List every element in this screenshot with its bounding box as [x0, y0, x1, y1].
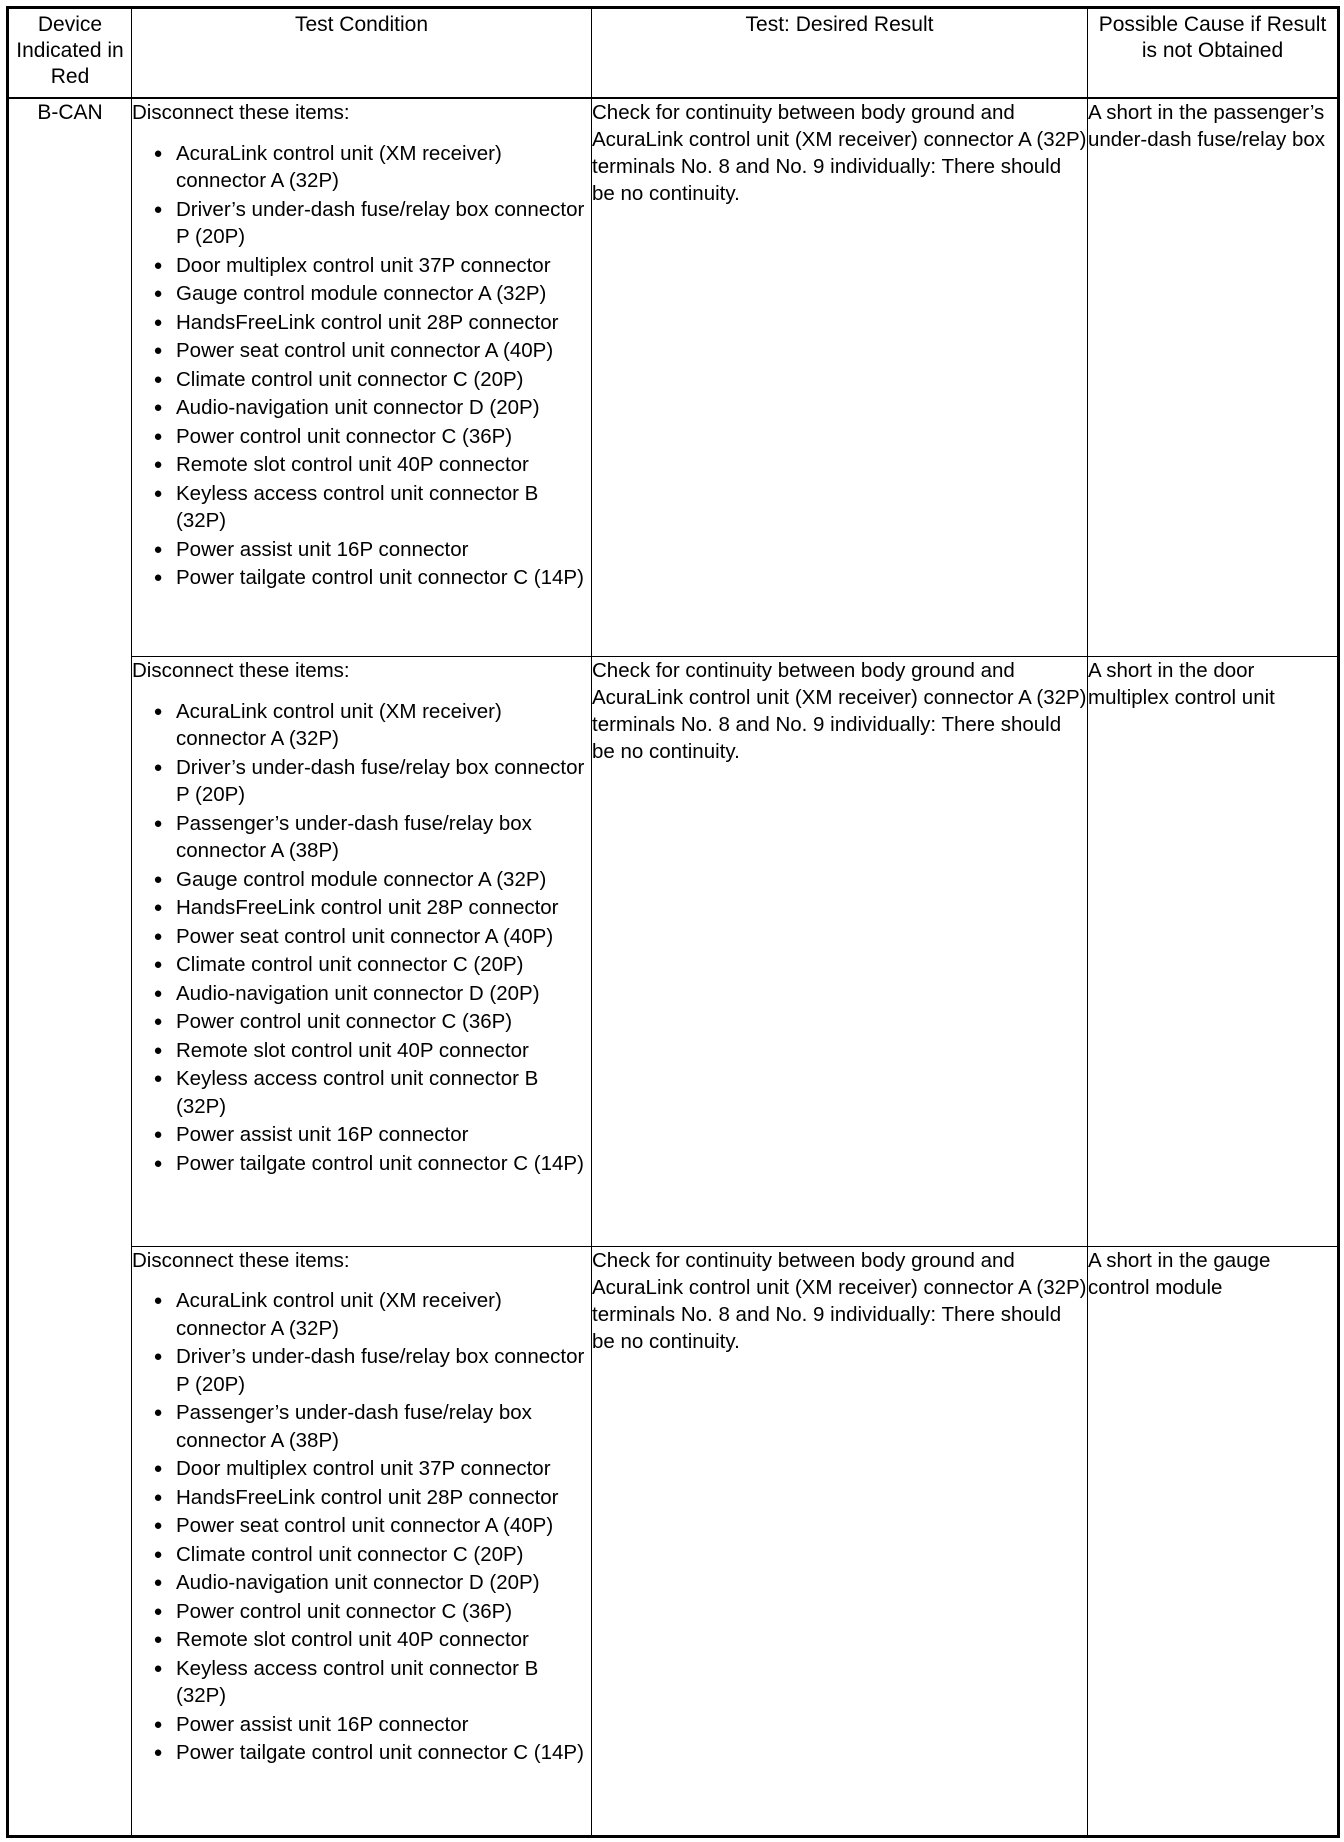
list-item	[147, 196, 591, 251]
list-item	[147, 394, 591, 422]
list-item	[147, 366, 591, 394]
bullet-icon: ●	[153, 1602, 163, 1620]
bullet-icon: ●	[153, 702, 163, 720]
disconnect-items-list	[132, 1287, 591, 1767]
condition-intro: Disconnect these items:	[132, 1248, 350, 1272]
list-item	[147, 280, 591, 308]
bullet-icon: ●	[153, 1659, 163, 1677]
list-item	[147, 1399, 591, 1454]
list-item	[147, 866, 591, 894]
list-item	[147, 451, 591, 479]
test-condition-cell	[132, 657, 592, 1246]
bullet-icon: ●	[153, 456, 163, 473]
table-row	[8, 98, 1339, 657]
list-item	[147, 1150, 591, 1178]
list-item-text: Remote slot control unit 40P connector	[176, 1038, 529, 1062]
disconnect-items-list	[132, 140, 591, 592]
list-item-text: Passenger’s under-dash fuse/relay box connector A (38P)	[176, 811, 532, 863]
bullet-icon: ●	[153, 1154, 163, 1172]
test-condition-cell	[132, 98, 592, 657]
condition-intro: Disconnect these items:	[132, 101, 350, 124]
list-item-text: Passenger’s under-dash fuse/relay box connector A (38P)	[176, 1401, 532, 1452]
list-item	[147, 252, 591, 280]
possible-cause-cell: A short in the door multiplex control unit	[1088, 657, 1339, 1246]
bullet-icon: ●	[153, 758, 163, 776]
list-item-text: Driver’s under-dash fuse/relay box connector P (20P)	[176, 197, 585, 248]
list-item	[147, 1569, 591, 1597]
bullet-icon: ●	[153, 899, 163, 917]
list-item	[147, 480, 591, 535]
table-row	[8, 1246, 1339, 1836]
possible-cause-cell: A short in the gauge control module	[1088, 1246, 1339, 1836]
bullet-icon: ●	[153, 1715, 163, 1733]
list-item-text: Door multiplex control unit 37P connector	[176, 1457, 551, 1481]
list-item-text: Power assist unit 16P connector	[176, 537, 469, 561]
condition-intro: Disconnect these items:	[132, 659, 350, 683]
list-item-text: Power seat control unit connector A (40P)	[176, 924, 554, 948]
list-item	[147, 894, 591, 922]
header-desired-result: Test: Desired Result	[592, 8, 1088, 99]
list-item	[147, 1037, 591, 1065]
list-item	[147, 1455, 591, 1483]
list-item	[147, 810, 591, 865]
bullet-icon: ●	[153, 1292, 163, 1310]
list-item-text: Audio-navigation unit connector D (20P)	[176, 396, 540, 419]
list-item-text: Driver’s under-dash fuse/relay box connector P (20P)	[176, 755, 585, 807]
list-item	[147, 698, 591, 753]
header-test-condition: Test Condition	[132, 8, 592, 99]
list-item-text: Power control unit connector C (36P)	[176, 1010, 513, 1034]
test-condition-cell	[132, 1246, 592, 1836]
bullet-icon: ●	[153, 313, 163, 331]
table-row	[8, 657, 1339, 1246]
list-item-text: Climate control unit connector C (20P)	[176, 953, 524, 977]
disconnect-items-list	[132, 698, 591, 1178]
list-item	[147, 980, 591, 1008]
list-item-text: Keyless access control unit connector B (32P)	[176, 1067, 539, 1118]
bullet-icon: ●	[153, 569, 163, 586]
list-item	[147, 951, 591, 979]
list-item	[147, 1287, 591, 1342]
list-item-text: Audio-navigation unit connector D (20P)	[176, 981, 540, 1005]
list-item	[147, 564, 591, 592]
bullet-icon: ●	[153, 1348, 163, 1366]
list-item-text: Keyless access control unit connector B (32P)	[176, 481, 539, 532]
bullet-icon: ●	[153, 285, 163, 302]
bullet-icon: ●	[153, 1517, 163, 1535]
bullet-icon: ●	[153, 1070, 163, 1088]
list-item-text: Power tailgate control unit connector C (14P)	[176, 1741, 584, 1765]
list-item-text: Power tailgate control unit connector C (14P)	[176, 566, 584, 589]
header-possible-cause: Possible Cause if Result is not Obtained	[1088, 8, 1339, 99]
desired-result-cell: Check for continuity between body ground and AcuraLink control unit (XM receiver) connector A (32P) terminals No. 8 and No. 9 individually: There should be no continuity.	[592, 98, 1088, 657]
bullet-icon: ●	[153, 1126, 163, 1144]
bullet-icon: ●	[153, 1744, 163, 1762]
list-item	[147, 423, 591, 451]
list-item-text: HandsFreeLink control unit 28P connector	[176, 310, 559, 334]
list-item-text: Power tailgate control unit connector C (14P)	[176, 1151, 584, 1175]
bullet-icon: ●	[153, 144, 163, 162]
bullet-icon: ●	[153, 1404, 163, 1422]
bullet-icon: ●	[153, 256, 163, 274]
list-item-text: Keyless access control unit connector B (32P)	[176, 1656, 539, 1708]
list-item-text: Driver’s under-dash fuse/relay box connector P (20P)	[176, 1345, 585, 1396]
list-item-text: Power seat control unit connector A (40P)	[176, 339, 554, 362]
bullet-icon: ●	[153, 870, 163, 888]
bullet-icon: ●	[153, 927, 163, 945]
list-item-text: AcuraLink control unit (XM receiver) connector A (32P)	[176, 699, 502, 751]
list-item-text: AcuraLink control unit (XM receiver) connector A (32P)	[176, 141, 502, 192]
bullet-icon: ●	[153, 342, 163, 359]
possible-cause-cell: A short in the passenger’s under-dash fuse/relay box	[1088, 98, 1339, 657]
list-item-text: Audio-navigation unit connector D (20P)	[176, 1571, 540, 1595]
list-item-text: Remote slot control unit 40P connector	[176, 453, 529, 476]
list-item-text: Climate control unit connector C (20P)	[176, 1542, 524, 1566]
list-item-text: Power control unit connector C (36P)	[176, 1599, 513, 1623]
list-item	[147, 1598, 591, 1626]
bullet-icon: ●	[153, 1488, 163, 1506]
bullet-icon: ●	[153, 484, 163, 502]
list-item	[147, 1512, 591, 1540]
list-item	[147, 1121, 591, 1149]
bullet-icon: ●	[153, 1574, 163, 1592]
list-item-text: Remote slot control unit 40P connector	[176, 1628, 529, 1652]
list-item	[147, 1711, 591, 1739]
list-item	[147, 1343, 591, 1398]
header-row	[8, 8, 1339, 99]
bullet-icon: ●	[153, 814, 163, 832]
bullet-icon: ●	[153, 370, 163, 388]
list-item	[147, 1655, 591, 1710]
list-item	[147, 337, 591, 365]
list-item	[147, 923, 591, 951]
header-device: Device Indicated in Red	[8, 8, 132, 99]
table-body	[8, 98, 1339, 1837]
table-header	[8, 8, 1339, 99]
bullet-icon: ●	[153, 1013, 163, 1031]
bullet-icon: ●	[153, 984, 163, 1002]
list-item	[147, 1626, 591, 1654]
bullet-icon: ●	[153, 1041, 163, 1059]
bullet-icon: ●	[153, 956, 163, 974]
list-item	[147, 309, 591, 337]
list-item-text: Gauge control module connector A (32P)	[176, 867, 547, 891]
list-item	[147, 1065, 591, 1120]
list-item-text: HandsFreeLink control unit 28P connector	[176, 896, 559, 920]
bullet-icon: ●	[153, 200, 163, 218]
list-item-text: Power seat control unit connector A (40P)	[176, 1514, 554, 1538]
bullet-icon: ●	[153, 540, 163, 558]
list-item	[147, 754, 591, 809]
bullet-icon: ●	[153, 1631, 163, 1649]
bullet-icon: ●	[153, 1545, 163, 1563]
bullet-icon: ●	[153, 427, 163, 445]
list-item-text: Power assist unit 16P connector	[176, 1123, 469, 1147]
device-cell: B-CAN	[8, 98, 132, 1837]
list-item-text: Power control unit connector C (36P)	[176, 424, 513, 448]
list-item-text: HandsFreeLink control unit 28P connector	[176, 1485, 559, 1509]
list-item	[147, 536, 591, 564]
bullet-icon: ●	[153, 1460, 163, 1478]
diagnostic-table	[6, 6, 1340, 1838]
desired-result-cell: Check for continuity between body ground and AcuraLink control unit (XM receiver) connector A (32P) terminals No. 8 and No. 9 individually: There should be no continuity.	[592, 657, 1088, 1246]
list-item	[147, 140, 591, 195]
list-item-text: Power assist unit 16P connector	[176, 1712, 469, 1736]
list-item	[147, 1484, 591, 1512]
list-item-text: Gauge control module connector A (32P)	[176, 282, 547, 305]
list-item	[147, 1008, 591, 1036]
list-item	[147, 1541, 591, 1569]
list-item-text: Climate control unit connector C (20P)	[176, 367, 524, 391]
list-item	[147, 1739, 591, 1767]
list-item-text: AcuraLink control unit (XM receiver) connector A (32P)	[176, 1289, 502, 1340]
desired-result-cell: Check for continuity between body ground and AcuraLink control unit (XM receiver) connector A (32P) terminals No. 8 and No. 9 individually: There should be no continuity.	[592, 1246, 1088, 1836]
list-item-text: Door multiplex control unit 37P connector	[176, 253, 551, 277]
bullet-icon: ●	[153, 399, 163, 416]
